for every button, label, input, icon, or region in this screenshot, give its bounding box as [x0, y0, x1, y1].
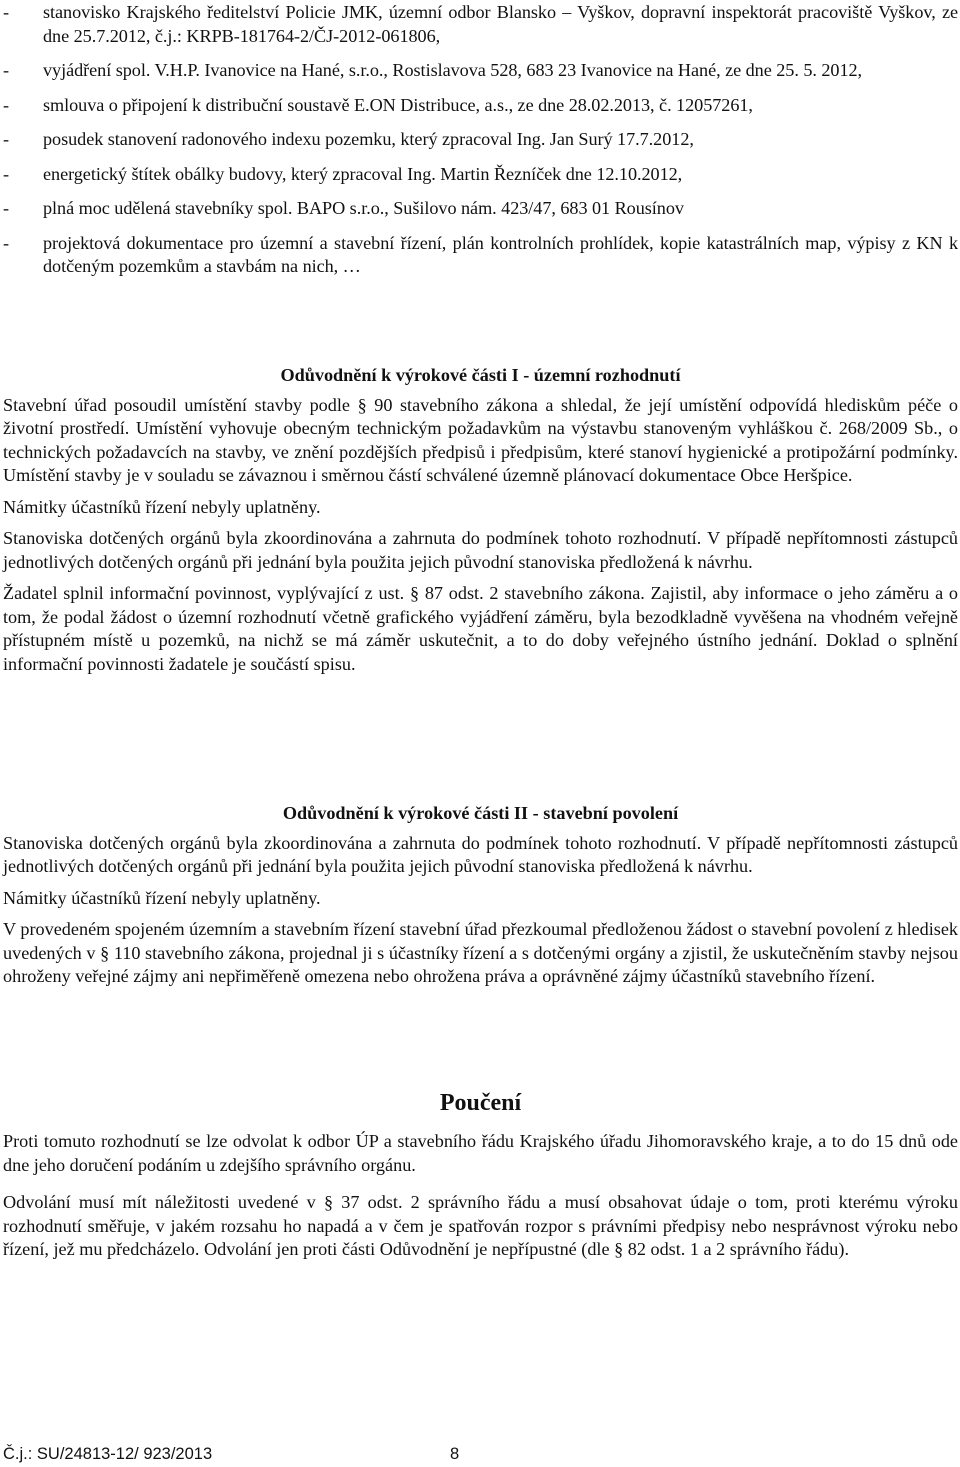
list-dash: -	[3, 2, 10, 22]
list-item	[3, 59, 958, 83]
paragraph: Proti tomuto rozhodnutí se lze odvolat k odbor ÚP a stavebního řádu Krajského úřadu Jihomoravského kraje, a to do 15 dnů ode dne jeho doručení podáním u zdejšího správního orgánu.	[3, 1131, 958, 1175]
list-dash: -	[3, 232, 10, 253]
list-dash: -	[3, 129, 10, 149]
paragraph: V provedeném spojeném územním a stavebním řízení stavební úřad přezkoumal předloženou žádost o stavební povolení z hledisek uvedených v § 110 stavebního zákona, projednal ji s účastníky řízení a s dotčenými orgány a zjistil, že uskutečněním stavby nejsou ohroženy veřejné zájmy ani nepřiměřeně omezena nebo ohrožena práva a oprávněné zájmy účastníků stavebního řízení.	[3, 919, 958, 986]
list-item	[3, 1, 958, 48]
list-item-text: vyjádření spol. V.H.P. Ivanovice na Hané, s.r.o., Rostislavova 528, 683 23 Ivanovice na Hané, ze dne 25. 5. 2012,	[43, 60, 863, 80]
section-heading: Odůvodnění k výrokové části II - stavební povolení	[282, 803, 679, 823]
case-reference: Č.j.: SU/24813-12/ 923/2013	[3, 1445, 213, 1463]
list-item	[3, 128, 958, 152]
paragraph: Námitky účastníků řízení nebyly uplatněny.	[3, 887, 321, 908]
list-dash: -	[3, 163, 10, 184]
list-item-text: smlouva o připojení k distribuční soustavě E.ON Distribuce, a.s., ze dne 28.02.2013, č. 12057261,	[43, 94, 753, 115]
list-item	[3, 197, 958, 221]
list-dash: -	[3, 94, 10, 115]
paragraph: Žadatel splnil informační povinnost, vyplývající z ust. § 87 odst. 2 stavebního zákona. Zajistil, aby informace o jeho záměru a o tom, že podal žádost o územní rozhodnutí včetně grafického vyjádření záměru, byla bezodkladně vyvěšena na vhodném veřejně přístupném místě u pozemků, na nichž se má záměr uskutečnit, a to do doby veřejného ústního jednání. Doklad o splnění informační povinnosti žadatele je součástí spisu.	[3, 583, 958, 674]
list-item	[3, 163, 958, 187]
section-heading: Odůvodnění k výrokové části I - územní rozhodnutí	[280, 365, 681, 385]
section-heading: Poučení	[439, 1090, 522, 1116]
list-item-text: projektová dokumentace pro územní a stavební řízení, plán kontrolních prohlídek, kopie katastrálních map, výpisy z KN k dotčeným pozemkům a stavbám na nich, …	[43, 232, 958, 276]
attachments-list	[3, 1, 958, 290]
list-item	[3, 94, 958, 118]
list-item-text: energetický štítek obálky budovy, který zpracoval Ing. Martin Řezníček dne 12.10.2012,	[43, 163, 683, 184]
list-dash: -	[3, 198, 10, 218]
list-item-text: plná moc udělená stavebníky spol. BAPO s.r.o., Sušilovo nám. 423/47, 683 01 Rousínov	[43, 198, 684, 218]
section-instruction	[3, 1088, 958, 1270]
paragraph: Námitky účastníků řízení nebyly uplatněny.	[3, 496, 321, 517]
paragraph: Odvolání musí mít náležitosti uvedené v § 37 odst. 2 správního řádu a musí obsahovat údaje o tom, proti kterému výroku rozhodnutí směřuje, v jakém rozsahu ho napadá a v čem je spatřován rozpor s právními předpisy nebo nesprávnost výroku nebo řízení, jež mu předcházelo. Odvolání jen proti části Odůvodnění je nepřípustné (dle § 82 odst. 1 a 2 správního řádu).	[3, 1192, 958, 1259]
list-item-text: posudek stanovení radonového indexu pozemku, který zpracoval Ing. Jan Surý 17.7.2012,	[43, 129, 694, 149]
paragraph: Stavební úřad posoudil umístění stavby podle § 90 stavebního zákona a shledal, že její umístění odpovídá hlediskům péče o životní prostředí. Umístění vyhovuje obecným technickým požadavkům na výstavbu stanoveným vyhláškou č. 268/2009 Sb., o technických požadavcích na stavby, ve znění pozdějších předpisů i předpisům, které stanoví hygienické a protipožární podmínky. Umístění stavby je v souladu se závaznou i směrnou částí schválené územně plánovací dokumentace Obce Heršpice.	[3, 394, 958, 485]
paragraph: Stanoviska dotčených orgánů byla zkoordinována a zahrnuta do podmínek tohoto rozhodnutí. V případě nepřítomnosti zástupců jednotlivých dotčených orgánů při jednání byla použita jejich původní stanoviska předložená k návrhu.	[3, 832, 958, 876]
list-item	[3, 232, 958, 279]
page-number: 8	[450, 1445, 460, 1463]
section-land-use-decision	[3, 364, 958, 684]
paragraph: Stanoviska dotčených orgánů byla zkoordinována a zahrnuta do podmínek tohoto rozhodnutí. V případě nepřítomnosti zástupců jednotlivých dotčených orgánů při jednání byla použita jejich původní stanoviska předložená k návrhu.	[3, 528, 958, 572]
section-building-permit	[3, 802, 958, 997]
list-dash: -	[3, 60, 10, 80]
list-item-text: stanovisko Krajského ředitelství Policie JMK, územní odbor Blansko – Vyškov, dopravní inspektorát pracoviště Vyškov, ze dne 25.7.2012, č.j.: KRPB-181764-2/ČJ-2012-061806,	[43, 2, 958, 46]
